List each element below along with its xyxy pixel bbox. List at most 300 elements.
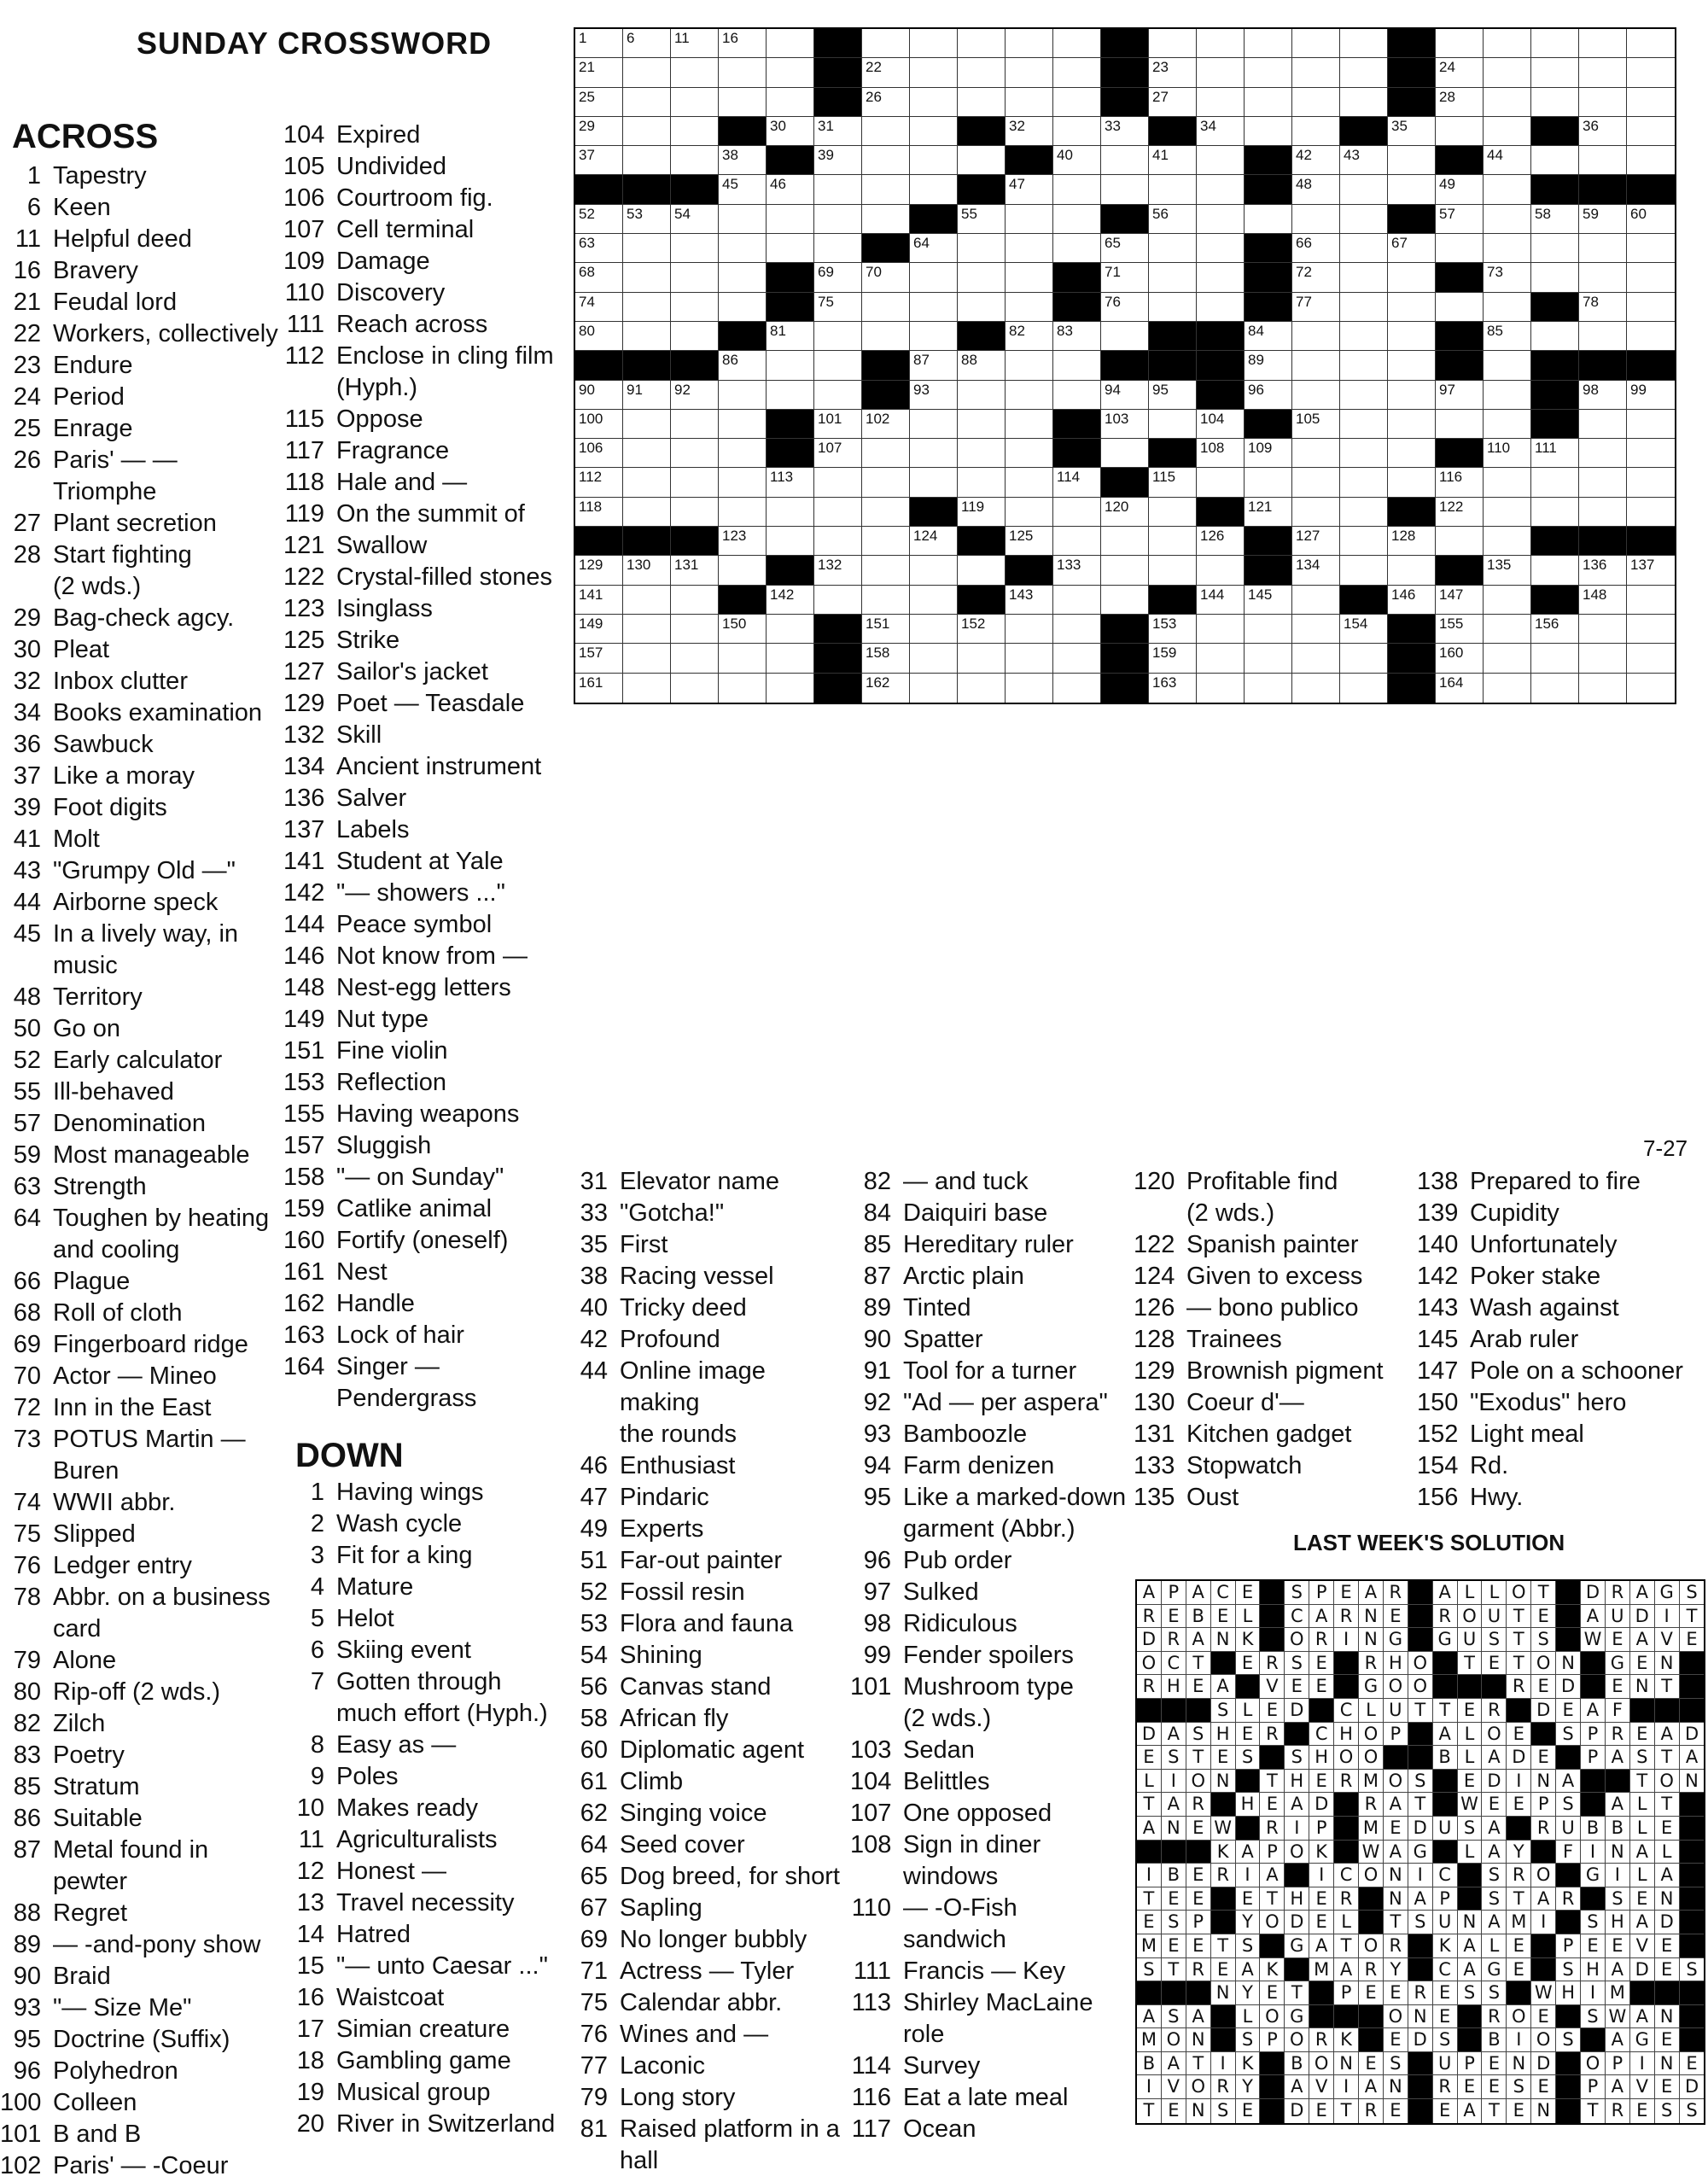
grid-square[interactable] bbox=[719, 58, 767, 87]
grid-square[interactable] bbox=[1245, 439, 1292, 468]
grid-square[interactable] bbox=[575, 439, 623, 468]
grid-square[interactable] bbox=[1197, 263, 1245, 292]
grid-square[interactable] bbox=[862, 205, 910, 234]
grid-square[interactable] bbox=[1627, 468, 1675, 497]
grid-square[interactable] bbox=[671, 644, 719, 673]
grid-square[interactable] bbox=[1006, 205, 1053, 234]
grid-square[interactable] bbox=[1053, 29, 1101, 58]
grid-square[interactable] bbox=[575, 644, 623, 673]
grid-square[interactable] bbox=[1197, 439, 1245, 468]
grid-square[interactable] bbox=[767, 29, 814, 58]
grid-square[interactable] bbox=[1197, 205, 1245, 234]
grid-square[interactable] bbox=[575, 263, 623, 292]
grid-square[interactable] bbox=[1340, 527, 1388, 556]
grid-square[interactable] bbox=[1149, 293, 1197, 322]
grid-square[interactable] bbox=[1149, 263, 1197, 292]
grid-square[interactable] bbox=[1101, 586, 1149, 615]
grid-square[interactable] bbox=[1579, 58, 1627, 87]
grid-square[interactable] bbox=[1340, 674, 1388, 703]
grid-square[interactable] bbox=[1579, 498, 1627, 527]
grid-square[interactable] bbox=[575, 234, 623, 263]
grid-square[interactable] bbox=[1436, 58, 1484, 87]
grid-square[interactable] bbox=[1149, 527, 1197, 556]
grid-square[interactable] bbox=[910, 58, 958, 87]
grid-square[interactable] bbox=[1149, 410, 1197, 439]
grid-square[interactable] bbox=[1149, 29, 1197, 58]
grid-square[interactable] bbox=[575, 293, 623, 322]
grid-square[interactable] bbox=[1484, 58, 1531, 87]
grid-square[interactable] bbox=[814, 351, 862, 380]
grid-square[interactable] bbox=[767, 644, 814, 673]
grid-square[interactable] bbox=[623, 58, 671, 87]
grid-square[interactable] bbox=[1579, 293, 1627, 322]
grid-square[interactable] bbox=[1340, 439, 1388, 468]
grid-square[interactable] bbox=[1436, 175, 1484, 204]
grid-square[interactable] bbox=[671, 234, 719, 263]
grid-square[interactable] bbox=[575, 498, 623, 527]
grid-square[interactable] bbox=[575, 586, 623, 615]
grid-square[interactable] bbox=[1484, 644, 1531, 673]
grid-square[interactable] bbox=[1484, 468, 1531, 497]
grid-square[interactable] bbox=[1292, 586, 1340, 615]
grid-square[interactable] bbox=[1436, 674, 1484, 703]
grid-square[interactable] bbox=[1388, 322, 1436, 351]
grid-square[interactable] bbox=[1340, 381, 1388, 410]
grid-square[interactable] bbox=[910, 88, 958, 117]
grid-square[interactable] bbox=[719, 29, 767, 58]
grid-square[interactable] bbox=[1388, 439, 1436, 468]
grid-square[interactable] bbox=[623, 644, 671, 673]
grid-square[interactable] bbox=[1579, 556, 1627, 585]
grid-square[interactable] bbox=[1053, 234, 1101, 263]
grid-square[interactable] bbox=[1006, 58, 1053, 87]
grid-square[interactable] bbox=[1531, 322, 1579, 351]
grid-square[interactable] bbox=[910, 117, 958, 146]
grid-square[interactable] bbox=[814, 410, 862, 439]
grid-square[interactable] bbox=[1484, 498, 1531, 527]
grid-square[interactable] bbox=[1006, 644, 1053, 673]
grid-square[interactable] bbox=[1149, 498, 1197, 527]
grid-square[interactable] bbox=[671, 439, 719, 468]
grid-square[interactable] bbox=[767, 117, 814, 146]
grid-square[interactable] bbox=[623, 263, 671, 292]
grid-square[interactable] bbox=[1531, 674, 1579, 703]
grid-square[interactable] bbox=[814, 205, 862, 234]
grid-square[interactable] bbox=[671, 586, 719, 615]
grid-square[interactable] bbox=[719, 410, 767, 439]
grid-square[interactable] bbox=[1053, 88, 1101, 117]
grid-square[interactable] bbox=[1436, 498, 1484, 527]
grid-square[interactable] bbox=[719, 674, 767, 703]
grid-square[interactable] bbox=[1436, 381, 1484, 410]
grid-square[interactable] bbox=[1531, 615, 1579, 644]
grid-square[interactable] bbox=[1053, 615, 1101, 644]
grid-square[interactable] bbox=[1197, 175, 1245, 204]
grid-square[interactable] bbox=[814, 498, 862, 527]
grid-square[interactable] bbox=[767, 527, 814, 556]
grid-square[interactable] bbox=[1627, 410, 1675, 439]
grid-square[interactable] bbox=[1579, 234, 1627, 263]
grid-square[interactable] bbox=[1292, 234, 1340, 263]
grid-square[interactable] bbox=[958, 88, 1006, 117]
grid-square[interactable] bbox=[1484, 117, 1531, 146]
grid-square[interactable] bbox=[1053, 175, 1101, 204]
grid-square[interactable] bbox=[1579, 117, 1627, 146]
grid-square[interactable] bbox=[1627, 322, 1675, 351]
grid-square[interactable] bbox=[910, 263, 958, 292]
grid-square[interactable] bbox=[958, 556, 1006, 585]
grid-square[interactable] bbox=[1101, 117, 1149, 146]
grid-square[interactable] bbox=[1627, 674, 1675, 703]
grid-square[interactable] bbox=[1053, 351, 1101, 380]
grid-square[interactable] bbox=[719, 351, 767, 380]
grid-square[interactable] bbox=[719, 293, 767, 322]
grid-square[interactable] bbox=[1197, 410, 1245, 439]
grid-square[interactable] bbox=[1484, 29, 1531, 58]
grid-square[interactable] bbox=[1101, 381, 1149, 410]
grid-square[interactable] bbox=[1531, 29, 1579, 58]
grid-square[interactable] bbox=[958, 498, 1006, 527]
grid-square[interactable] bbox=[1388, 586, 1436, 615]
grid-square[interactable] bbox=[719, 468, 767, 497]
grid-square[interactable] bbox=[1388, 234, 1436, 263]
grid-square[interactable] bbox=[1627, 556, 1675, 585]
grid-square[interactable] bbox=[1149, 175, 1197, 204]
grid-square[interactable] bbox=[1579, 205, 1627, 234]
grid-square[interactable] bbox=[1484, 615, 1531, 644]
grid-square[interactable] bbox=[1149, 146, 1197, 175]
grid-square[interactable] bbox=[1484, 88, 1531, 117]
grid-square[interactable] bbox=[1484, 586, 1531, 615]
grid-square[interactable] bbox=[1245, 644, 1292, 673]
grid-square[interactable] bbox=[1149, 674, 1197, 703]
grid-square[interactable] bbox=[719, 556, 767, 585]
grid-square[interactable] bbox=[1340, 293, 1388, 322]
grid-square[interactable] bbox=[719, 498, 767, 527]
grid-square[interactable] bbox=[623, 381, 671, 410]
grid-square[interactable] bbox=[575, 615, 623, 644]
grid-square[interactable] bbox=[719, 439, 767, 468]
grid-square[interactable] bbox=[1101, 410, 1149, 439]
grid-square[interactable] bbox=[1436, 615, 1484, 644]
grid-square[interactable] bbox=[1149, 468, 1197, 497]
grid-square[interactable] bbox=[767, 58, 814, 87]
grid-square[interactable] bbox=[862, 410, 910, 439]
grid-square[interactable] bbox=[575, 322, 623, 351]
grid-square[interactable] bbox=[1149, 88, 1197, 117]
grid-square[interactable] bbox=[671, 468, 719, 497]
grid-square[interactable] bbox=[767, 586, 814, 615]
grid-square[interactable] bbox=[623, 205, 671, 234]
grid-square[interactable] bbox=[1053, 322, 1101, 351]
grid-square[interactable] bbox=[1579, 644, 1627, 673]
grid-square[interactable] bbox=[575, 468, 623, 497]
grid-square[interactable] bbox=[814, 556, 862, 585]
grid-square[interactable] bbox=[1101, 293, 1149, 322]
grid-square[interactable] bbox=[1627, 58, 1675, 87]
grid-square[interactable] bbox=[862, 615, 910, 644]
grid-square[interactable] bbox=[862, 439, 910, 468]
grid-square[interactable] bbox=[862, 175, 910, 204]
grid-square[interactable] bbox=[1197, 527, 1245, 556]
grid-square[interactable] bbox=[1053, 117, 1101, 146]
grid-square[interactable] bbox=[910, 351, 958, 380]
grid-square[interactable] bbox=[719, 263, 767, 292]
grid-square[interactable] bbox=[719, 615, 767, 644]
grid-square[interactable] bbox=[575, 410, 623, 439]
grid-square[interactable] bbox=[623, 498, 671, 527]
grid-square[interactable] bbox=[1006, 439, 1053, 468]
grid-square[interactable] bbox=[1006, 527, 1053, 556]
grid-square[interactable] bbox=[1388, 381, 1436, 410]
grid-square[interactable] bbox=[958, 205, 1006, 234]
grid-square[interactable] bbox=[671, 263, 719, 292]
grid-square[interactable] bbox=[1627, 146, 1675, 175]
grid-square[interactable] bbox=[719, 644, 767, 673]
grid-square[interactable] bbox=[1436, 644, 1484, 673]
grid-square[interactable] bbox=[1627, 263, 1675, 292]
grid-square[interactable] bbox=[1245, 381, 1292, 410]
grid-square[interactable] bbox=[1292, 498, 1340, 527]
grid-square[interactable] bbox=[1388, 410, 1436, 439]
grid-square[interactable] bbox=[1531, 498, 1579, 527]
grid-square[interactable] bbox=[1197, 556, 1245, 585]
grid-square[interactable] bbox=[1579, 381, 1627, 410]
grid-square[interactable] bbox=[958, 146, 1006, 175]
grid-square[interactable] bbox=[862, 498, 910, 527]
grid-square[interactable] bbox=[1197, 468, 1245, 497]
grid-square[interactable] bbox=[1292, 439, 1340, 468]
grid-square[interactable] bbox=[1484, 410, 1531, 439]
grid-square[interactable] bbox=[1388, 175, 1436, 204]
grid-square[interactable] bbox=[671, 381, 719, 410]
grid-square[interactable] bbox=[767, 175, 814, 204]
grid-square[interactable] bbox=[1484, 322, 1531, 351]
grid-square[interactable] bbox=[958, 644, 1006, 673]
grid-square[interactable] bbox=[671, 293, 719, 322]
grid-square[interactable] bbox=[1340, 410, 1388, 439]
grid-square[interactable] bbox=[958, 293, 1006, 322]
grid-square[interactable] bbox=[575, 117, 623, 146]
grid-square[interactable] bbox=[1053, 527, 1101, 556]
grid-square[interactable] bbox=[1245, 615, 1292, 644]
grid-square[interactable] bbox=[767, 351, 814, 380]
grid-square[interactable] bbox=[1006, 263, 1053, 292]
grid-square[interactable] bbox=[1006, 88, 1053, 117]
grid-square[interactable] bbox=[1436, 586, 1484, 615]
grid-square[interactable] bbox=[862, 644, 910, 673]
grid-square[interactable] bbox=[910, 556, 958, 585]
grid-square[interactable] bbox=[1053, 146, 1101, 175]
grid-square[interactable] bbox=[1245, 351, 1292, 380]
grid-square[interactable] bbox=[1101, 498, 1149, 527]
grid-square[interactable] bbox=[814, 117, 862, 146]
grid-square[interactable] bbox=[1101, 175, 1149, 204]
grid-square[interactable] bbox=[910, 234, 958, 263]
grid-square[interactable] bbox=[1006, 322, 1053, 351]
grid-square[interactable] bbox=[862, 58, 910, 87]
grid-square[interactable] bbox=[623, 88, 671, 117]
grid-square[interactable] bbox=[1006, 234, 1053, 263]
grid-square[interactable] bbox=[862, 322, 910, 351]
grid-square[interactable] bbox=[862, 527, 910, 556]
grid-square[interactable] bbox=[1197, 586, 1245, 615]
grid-square[interactable] bbox=[767, 234, 814, 263]
grid-square[interactable] bbox=[1149, 381, 1197, 410]
grid-square[interactable] bbox=[1531, 58, 1579, 87]
grid-square[interactable] bbox=[1484, 351, 1531, 380]
grid-square[interactable] bbox=[1627, 439, 1675, 468]
grid-square[interactable] bbox=[1292, 351, 1340, 380]
grid-square[interactable] bbox=[1292, 29, 1340, 58]
grid-square[interactable] bbox=[719, 88, 767, 117]
grid-square[interactable] bbox=[1245, 468, 1292, 497]
grid-square[interactable] bbox=[862, 146, 910, 175]
grid-square[interactable] bbox=[1579, 29, 1627, 58]
grid-square[interactable] bbox=[1245, 29, 1292, 58]
grid-square[interactable] bbox=[1197, 293, 1245, 322]
grid-square[interactable] bbox=[1292, 146, 1340, 175]
grid-square[interactable] bbox=[623, 439, 671, 468]
grid-square[interactable] bbox=[862, 468, 910, 497]
grid-square[interactable] bbox=[1531, 439, 1579, 468]
grid-square[interactable] bbox=[1292, 205, 1340, 234]
grid-square[interactable] bbox=[1388, 556, 1436, 585]
grid-square[interactable] bbox=[910, 468, 958, 497]
grid-square[interactable] bbox=[910, 322, 958, 351]
grid-square[interactable] bbox=[1484, 674, 1531, 703]
grid-square[interactable] bbox=[1245, 498, 1292, 527]
grid-square[interactable] bbox=[910, 410, 958, 439]
grid-square[interactable] bbox=[1197, 234, 1245, 263]
grid-square[interactable] bbox=[719, 175, 767, 204]
grid-square[interactable] bbox=[910, 293, 958, 322]
grid-square[interactable] bbox=[623, 674, 671, 703]
grid-square[interactable] bbox=[1579, 586, 1627, 615]
grid-square[interactable] bbox=[1149, 556, 1197, 585]
grid-square[interactable] bbox=[623, 410, 671, 439]
grid-square[interactable] bbox=[1006, 117, 1053, 146]
grid-square[interactable] bbox=[623, 586, 671, 615]
grid-square[interactable] bbox=[623, 146, 671, 175]
grid-square[interactable] bbox=[1340, 58, 1388, 87]
grid-square[interactable] bbox=[1245, 88, 1292, 117]
grid-square[interactable] bbox=[958, 234, 1006, 263]
grid-square[interactable] bbox=[1101, 439, 1149, 468]
grid-square[interactable] bbox=[1484, 146, 1531, 175]
grid-square[interactable] bbox=[862, 586, 910, 615]
grid-square[interactable] bbox=[1006, 615, 1053, 644]
grid-square[interactable] bbox=[1292, 293, 1340, 322]
grid-square[interactable] bbox=[1292, 615, 1340, 644]
grid-square[interactable] bbox=[1531, 146, 1579, 175]
grid-square[interactable] bbox=[1006, 351, 1053, 380]
grid-square[interactable] bbox=[814, 293, 862, 322]
grid-square[interactable] bbox=[1579, 439, 1627, 468]
grid-square[interactable] bbox=[767, 615, 814, 644]
grid-square[interactable] bbox=[575, 146, 623, 175]
grid-square[interactable] bbox=[1053, 498, 1101, 527]
grid-square[interactable] bbox=[1388, 351, 1436, 380]
grid-square[interactable] bbox=[814, 468, 862, 497]
grid-square[interactable] bbox=[958, 439, 1006, 468]
grid-square[interactable] bbox=[1292, 556, 1340, 585]
grid-square[interactable] bbox=[1292, 644, 1340, 673]
grid-square[interactable] bbox=[1436, 88, 1484, 117]
grid-square[interactable] bbox=[1484, 175, 1531, 204]
grid-square[interactable] bbox=[910, 175, 958, 204]
grid-square[interactable] bbox=[958, 351, 1006, 380]
grid-square[interactable] bbox=[1388, 468, 1436, 497]
grid-square[interactable] bbox=[1245, 117, 1292, 146]
grid-square[interactable] bbox=[1101, 556, 1149, 585]
grid-square[interactable] bbox=[1292, 263, 1340, 292]
grid-square[interactable] bbox=[1388, 117, 1436, 146]
grid-square[interactable] bbox=[1101, 322, 1149, 351]
grid-square[interactable] bbox=[1149, 205, 1197, 234]
grid-square[interactable] bbox=[1292, 88, 1340, 117]
grid-square[interactable] bbox=[1006, 293, 1053, 322]
grid-square[interactable] bbox=[671, 410, 719, 439]
grid-square[interactable] bbox=[575, 381, 623, 410]
grid-square[interactable] bbox=[1053, 556, 1101, 585]
grid-square[interactable] bbox=[623, 29, 671, 58]
grid-square[interactable] bbox=[1053, 205, 1101, 234]
grid-square[interactable] bbox=[575, 88, 623, 117]
grid-square[interactable] bbox=[623, 615, 671, 644]
grid-square[interactable] bbox=[671, 146, 719, 175]
grid-square[interactable] bbox=[910, 381, 958, 410]
grid-square[interactable] bbox=[1149, 615, 1197, 644]
grid-square[interactable] bbox=[814, 527, 862, 556]
grid-square[interactable] bbox=[910, 615, 958, 644]
grid-square[interactable] bbox=[671, 556, 719, 585]
grid-square[interactable] bbox=[1340, 351, 1388, 380]
grid-square[interactable] bbox=[1101, 234, 1149, 263]
grid-square[interactable] bbox=[1149, 644, 1197, 673]
grid-square[interactable] bbox=[1531, 263, 1579, 292]
grid-square[interactable] bbox=[1101, 527, 1149, 556]
grid-square[interactable] bbox=[1579, 468, 1627, 497]
grid-square[interactable] bbox=[1627, 234, 1675, 263]
grid-square[interactable] bbox=[623, 556, 671, 585]
grid-square[interactable] bbox=[1340, 498, 1388, 527]
grid-square[interactable] bbox=[1197, 644, 1245, 673]
grid-square[interactable] bbox=[1006, 29, 1053, 58]
grid-square[interactable] bbox=[1579, 410, 1627, 439]
grid-square[interactable] bbox=[719, 205, 767, 234]
grid-square[interactable] bbox=[1245, 58, 1292, 87]
grid-square[interactable] bbox=[1006, 674, 1053, 703]
grid-square[interactable] bbox=[1340, 556, 1388, 585]
grid-square[interactable] bbox=[1197, 29, 1245, 58]
grid-square[interactable] bbox=[958, 381, 1006, 410]
grid-square[interactable] bbox=[814, 263, 862, 292]
grid-square[interactable] bbox=[623, 293, 671, 322]
grid-square[interactable] bbox=[1053, 674, 1101, 703]
grid-square[interactable] bbox=[1197, 88, 1245, 117]
grid-square[interactable] bbox=[767, 322, 814, 351]
grid-square[interactable] bbox=[862, 29, 910, 58]
grid-square[interactable] bbox=[623, 322, 671, 351]
grid-square[interactable] bbox=[1388, 146, 1436, 175]
grid-square[interactable] bbox=[814, 234, 862, 263]
grid-square[interactable] bbox=[1627, 586, 1675, 615]
grid-square[interactable] bbox=[1006, 381, 1053, 410]
grid-square[interactable] bbox=[1436, 205, 1484, 234]
grid-square[interactable] bbox=[671, 674, 719, 703]
grid-square[interactable] bbox=[814, 146, 862, 175]
